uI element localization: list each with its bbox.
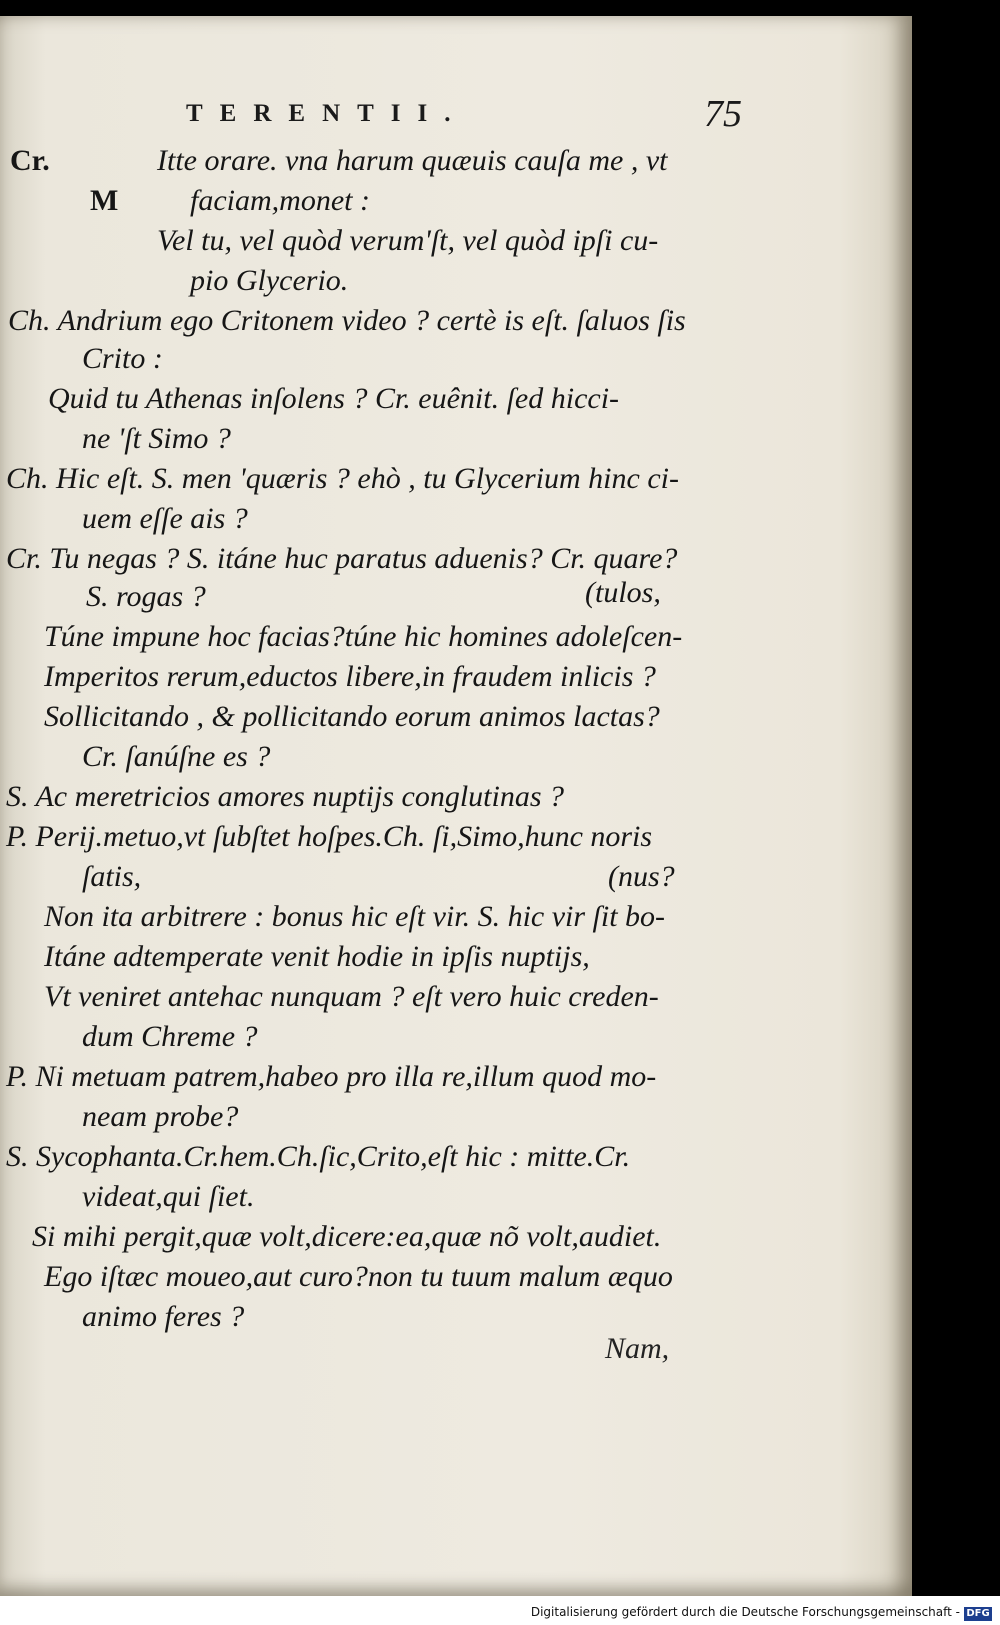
text-line: ne 'ſt Simo ? — [82, 422, 231, 455]
text-line: uem eſſe ais ? — [82, 502, 248, 535]
text-line: Itte orare. vna harum quæuis cauſa me , vt — [157, 144, 668, 177]
text-line: S. rogas ? — [86, 580, 206, 613]
text-line: Quid tu Athenas inſolens ? Cr. euênit. ſed hicci- — [48, 382, 620, 415]
text-line: dum Chreme ? — [82, 1020, 258, 1053]
text-line: Crito : — [82, 342, 163, 375]
text-line: Sollicitando , & pollicitando eorum animos lactas? — [44, 700, 660, 733]
text-line: faciam,monet : — [190, 184, 370, 217]
text-line: Cr. Tu negas ? S. itáne huc paratus aduenis? Cr. quare? — [6, 542, 678, 575]
running-title: TERENTII. — [186, 100, 468, 127]
text-line: Itáne adtemperate venit hodie in ipſis nuptijs, — [44, 940, 590, 973]
text-line: P. Ni metuam patrem,habeo pro illa re,illum quod mo- — [6, 1060, 657, 1093]
turnover-text: (nus? — [608, 860, 675, 893]
text-line: Si mihi pergit,quæ volt,dicere:ea,quæ nõ volt,audiet. — [32, 1220, 662, 1253]
speaker-margin: M — [90, 184, 119, 217]
text-line: S. Sycophanta.Cr.hem.Ch.ſic,Crito,eſt hic : mitte.Cr. — [6, 1140, 631, 1173]
dfg-logo: DFG — [964, 1607, 992, 1621]
text-line: Ego iſtæc moueo,aut curo?non tu tuum malum æquo — [44, 1260, 673, 1293]
text-line: Ch. Andrium ego Critonem video ? certè is eſt. ſaluos ſis — [8, 304, 686, 337]
text-line: Imperitos rerum,eductos libere,in fraudem inlicis ? — [44, 660, 656, 693]
text-line: Túne impune hoc facias?túne hic homines adoleſcen- — [44, 620, 683, 653]
text-line: neam probe? — [82, 1100, 239, 1133]
text-line: Ch. Hic eſt. S. men 'quæris ? ehò , tu Glycerium hinc ci- — [6, 462, 679, 495]
funding-credit: Digitalisierung gefördert durch die Deutsche Forschungsgemeinschaft - — [530, 1605, 960, 1619]
turnover-text: (tulos, — [585, 576, 661, 609]
book-page — [0, 16, 912, 1596]
speaker-margin: Cr. — [10, 144, 50, 177]
text-line: pio Glycerio. — [190, 264, 349, 297]
page-number: 75 — [704, 93, 742, 135]
text-line: S. Ac meretricios amores nuptijs conglutinas ? — [6, 780, 565, 813]
text-line: ſatis, — [82, 860, 142, 893]
catchword: Nam, — [605, 1332, 670, 1365]
footer-bar — [0, 1596, 1000, 1625]
text-line: Cr. ſanúſne es ? — [82, 740, 271, 773]
page-header — [180, 78, 742, 135]
text-line: Non ita arbitrere : bonus hic eſt vir. S. hic vir ſit bo- — [44, 900, 666, 933]
text-line: Vel tu, vel quòd verum'ſt, vel quòd ipſi cu- — [157, 224, 659, 257]
text-line: videat,qui ſiet. — [82, 1180, 255, 1213]
text-line: P. Perij.metuo,vt ſubſtet hoſpes.Ch. ſi,Simo,hunc noris — [6, 820, 653, 853]
text-line: animo feres ? — [82, 1300, 245, 1333]
text-line: Vt veniret antehac nunquam ? eſt vero huic creden- — [44, 980, 659, 1013]
